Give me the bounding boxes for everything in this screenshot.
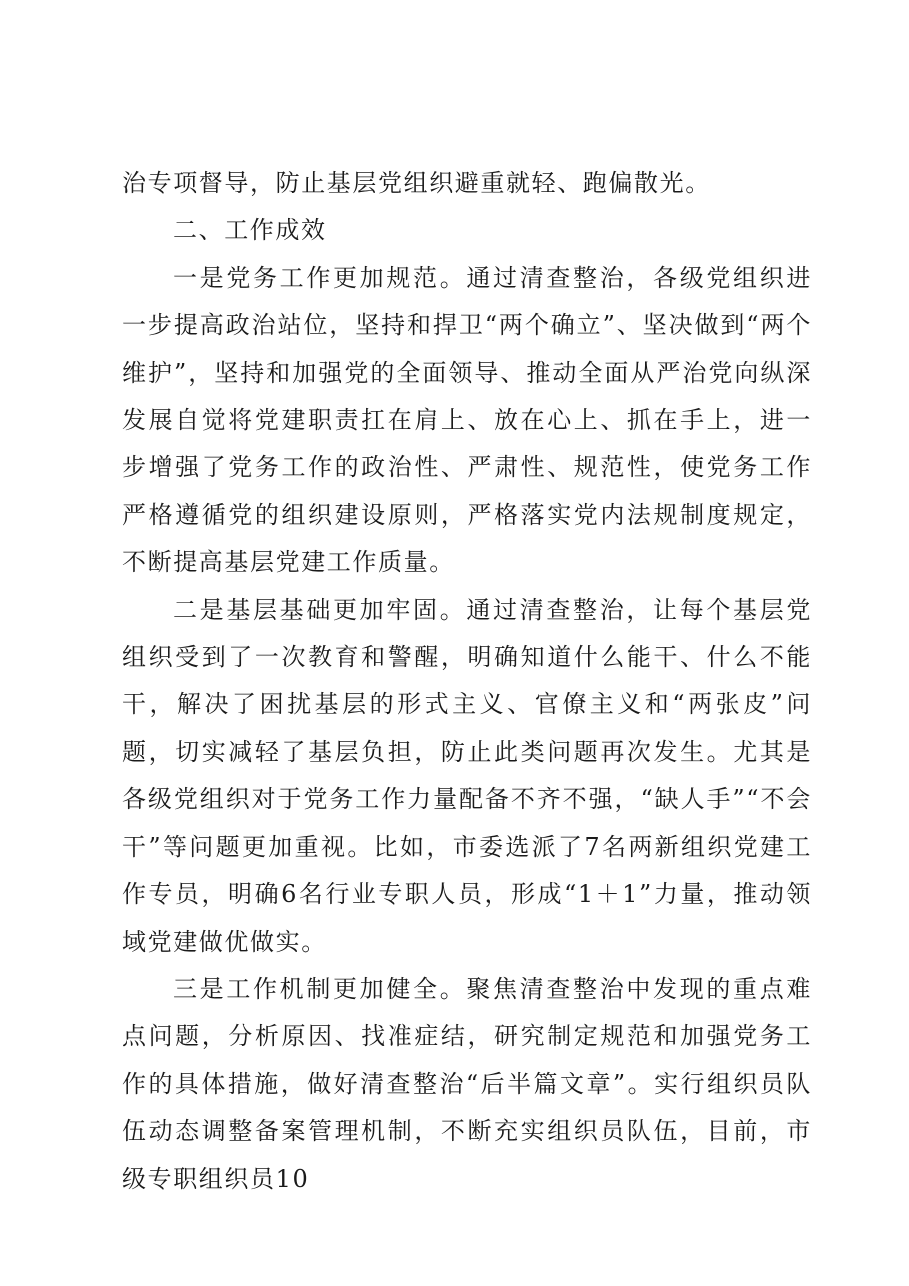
paragraph-3: 三是工作机制更加健全。聚焦清查整治中发现的重点难点问题，分析原因、找准症结，研究制定规范和加强党务工作的具体措施，做好清查整治“后半篇文章”。实行组织员队伍动态调整备案管理机制，不断充实组织员队伍，目前，市级专职组织员10 — [122, 974, 812, 1193]
paragraph-2: 二是基层基础更加牢固。通过清查整治，让每个基层党组织受到了一次教育和警醒，明确知道什么能干、什么不能干，解决了困扰基层的形式主义、官僚主义和“两张皮”问题，切实减轻了基层负担，防止此类问题再次发生。尤其是各级党组织对于党务工作力量配备不齐不强，“缺人手”“不会干”等问题更加重视。比如，市委选派了7名两新组织党建工作专员，明确6名行业专职人员，形成“1＋1”力量，推动领域党建做优做实。 — [122, 595, 812, 956]
section-heading: 二、工作成效 — [173, 216, 327, 245]
document-body — [122, 160, 812, 1203]
paragraph-1: 一是党务工作更加规范。通过清查整治，各级党组织进一步提高政治站位，坚持和捍卫“两个确立”、坚决做到“两个维护”，坚持和加强党的全面领导、推动全面从严治党向纵深发展自觉将党建职责扛在肩上、放在心上、抓在手上，进一步增强了党务工作的政治性、严肃性、规范性，使党务工作严格遵循党的组织建设原则，严格落实党内法规制度规定，不断提高基层党建工作质量。 — [122, 263, 812, 577]
paragraph-continuation: 治专项督导，防止基层党组织避重就轻、跑偏散光。 — [122, 169, 711, 197]
